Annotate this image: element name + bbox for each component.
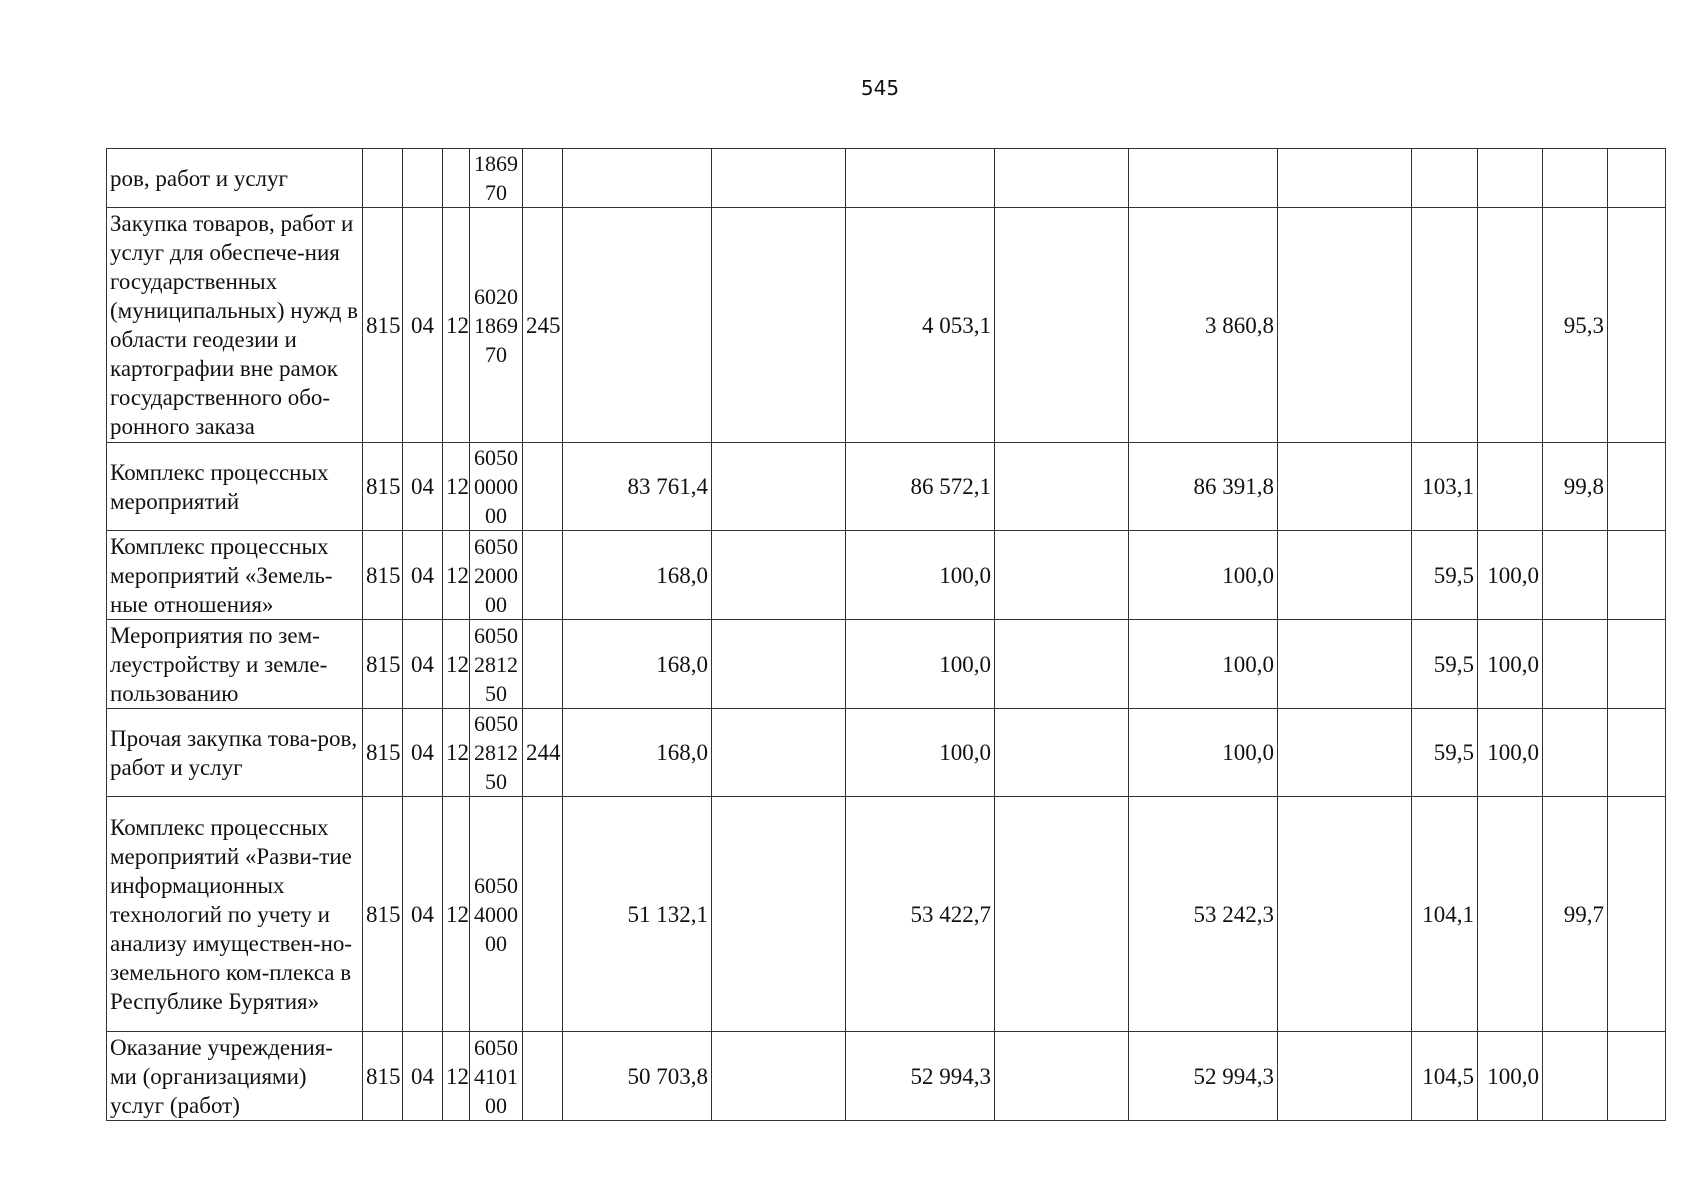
- target-article-part: 6050: [474, 872, 518, 898]
- grbs-code: [363, 149, 403, 208]
- target-article-code: [470, 797, 523, 1032]
- target-article-code: [470, 709, 523, 797]
- expense-type-code: 245: [523, 208, 563, 443]
- value-v2: [712, 208, 846, 443]
- value-v9: 99,7: [1543, 797, 1608, 1032]
- value-v2: [712, 620, 846, 709]
- value-v4: [995, 709, 1129, 797]
- value-v7: 59,5: [1412, 709, 1478, 797]
- value-v1: 83 761,4: [563, 443, 712, 531]
- target-article-part: 6050: [474, 533, 518, 559]
- subsection-code: 12: [443, 709, 470, 797]
- value-v4: [995, 531, 1129, 620]
- value-extra: [1608, 797, 1666, 1032]
- section-code: 04: [403, 797, 443, 1032]
- target-article-part: 70: [485, 180, 507, 205]
- target-article-part: 6050: [474, 622, 518, 648]
- value-v1: 168,0: [563, 620, 712, 709]
- table-row: [107, 709, 1666, 797]
- target-article-part: 6050: [474, 1034, 518, 1060]
- value-v4: [995, 149, 1129, 208]
- table-row: [107, 443, 1666, 531]
- subsection-code: 12: [443, 531, 470, 620]
- value-v5: 100,0: [1129, 531, 1278, 620]
- grbs-code: 815: [363, 531, 403, 620]
- grbs-code: 815: [363, 709, 403, 797]
- row-name: Мероприятия по зем-леустройству и земле-пользованию: [107, 620, 363, 709]
- value-extra: [1608, 149, 1666, 208]
- value-v9: [1543, 620, 1608, 709]
- target-article-part: 1869: [474, 151, 518, 176]
- target-article-part: 2812: [474, 651, 518, 677]
- value-extra: [1608, 531, 1666, 620]
- grbs-code: 815: [363, 443, 403, 531]
- table-row: [107, 208, 1666, 443]
- value-v4: [995, 797, 1129, 1032]
- value-v3: 100,0: [846, 531, 995, 620]
- value-v6: [1278, 149, 1412, 208]
- target-article-code: [470, 208, 523, 443]
- value-v1: 50 703,8: [563, 1032, 712, 1121]
- value-v8: [1478, 149, 1543, 208]
- value-v5: 86 391,8: [1129, 443, 1278, 531]
- expense-type-code: [523, 531, 563, 620]
- section-code: 04: [403, 531, 443, 620]
- section-code: 04: [403, 208, 443, 443]
- value-v1: 51 132,1: [563, 797, 712, 1032]
- value-v4: [995, 443, 1129, 531]
- value-v8: 100,0: [1478, 1032, 1543, 1121]
- table-body: [107, 149, 1666, 1121]
- value-v8: 100,0: [1478, 531, 1543, 620]
- target-article-part: 00: [485, 591, 507, 617]
- target-article-code: [470, 443, 523, 531]
- row-name: Комплекс процессных мероприятий «Земель-ные отношения»: [107, 531, 363, 620]
- value-extra: [1608, 443, 1666, 531]
- value-v1: 168,0: [563, 531, 712, 620]
- row-name: Комплекс процессных мероприятий: [107, 443, 363, 531]
- value-v7: 59,5: [1412, 620, 1478, 709]
- expense-type-code: 244: [523, 709, 563, 797]
- row-name: Комплекс процессных мероприятий «Разви-тие информационных технологий по учету и анализу имуществен-но-земельного ком-плекса в Республике Бурятия»: [107, 797, 363, 1032]
- grbs-code: 815: [363, 797, 403, 1032]
- value-v4: [995, 620, 1129, 709]
- subsection-code: 12: [443, 620, 470, 709]
- value-v9: [1543, 149, 1608, 208]
- value-v6: [1278, 531, 1412, 620]
- value-v8: 100,0: [1478, 709, 1543, 797]
- row-name: Прочая закупка това-ров, работ и услуг: [107, 709, 363, 797]
- value-v3: 53 422,7: [846, 797, 995, 1032]
- value-v5: 53 242,3: [1129, 797, 1278, 1032]
- subsection-code: 12: [443, 443, 470, 531]
- value-v1: [563, 149, 712, 208]
- table-row: [107, 797, 1666, 1032]
- value-v6: [1278, 208, 1412, 443]
- value-v9: [1543, 531, 1608, 620]
- row-name: ров, работ и услуг: [107, 149, 363, 208]
- value-v2: [712, 531, 846, 620]
- expense-type-code: [523, 443, 563, 531]
- value-extra: [1608, 208, 1666, 443]
- value-v3: 100,0: [846, 709, 995, 797]
- value-v6: [1278, 443, 1412, 531]
- table-row: [107, 149, 1666, 208]
- value-v3: 100,0: [846, 620, 995, 709]
- subsection-code: 12: [443, 1032, 470, 1121]
- subsection-code: [443, 149, 470, 208]
- value-v3: [846, 149, 995, 208]
- row-name: Закупка товаров, работ и услуг для обеспече-ния государственных (муниципальных) нужд в области геодезии и картографии вне рамок государственного обо-ронного заказа: [107, 208, 363, 443]
- value-v5: 52 994,3: [1129, 1032, 1278, 1121]
- value-v1: 168,0: [563, 709, 712, 797]
- value-v5: 3 860,8: [1129, 208, 1278, 443]
- budget-table: [106, 148, 1666, 1121]
- value-v7: [1412, 149, 1478, 208]
- expense-type-code: [523, 620, 563, 709]
- value-v4: [995, 1032, 1129, 1121]
- value-extra: [1608, 620, 1666, 709]
- value-v2: [712, 709, 846, 797]
- value-v2: [712, 149, 846, 208]
- target-article-part: 1869: [474, 312, 518, 338]
- value-v6: [1278, 797, 1412, 1032]
- value-v4: [995, 208, 1129, 443]
- target-article-code: [470, 620, 523, 709]
- table-row: [107, 620, 1666, 709]
- target-article-code: [470, 1032, 523, 1121]
- expense-type-code: [523, 1032, 563, 1121]
- value-v8: [1478, 208, 1543, 443]
- target-article-part: 2000: [474, 562, 518, 588]
- value-v6: [1278, 1032, 1412, 1121]
- section-code: 04: [403, 1032, 443, 1121]
- target-article-part: 2812: [474, 740, 518, 765]
- value-v3: 86 572,1: [846, 443, 995, 531]
- value-v6: [1278, 709, 1412, 797]
- value-v8: [1478, 443, 1543, 531]
- target-article-part: 6050: [474, 445, 518, 470]
- target-article-part: 6050: [474, 711, 518, 736]
- value-v7: 103,1: [1412, 443, 1478, 531]
- value-v8: 100,0: [1478, 620, 1543, 709]
- section-code: 04: [403, 443, 443, 531]
- target-article-part: 4101: [474, 1063, 518, 1089]
- value-v5: 100,0: [1129, 709, 1278, 797]
- grbs-code: 815: [363, 208, 403, 443]
- table-row: [107, 1032, 1666, 1121]
- value-v9: [1543, 709, 1608, 797]
- value-v7: 104,5: [1412, 1032, 1478, 1121]
- value-v5: [1129, 149, 1278, 208]
- value-extra: [1608, 709, 1666, 797]
- value-v3: 4 053,1: [846, 208, 995, 443]
- value-v7: 59,5: [1412, 531, 1478, 620]
- section-code: [403, 149, 443, 208]
- value-v2: [712, 443, 846, 531]
- target-article-part: 4000: [474, 901, 518, 927]
- value-v2: [712, 1032, 846, 1121]
- row-name: Оказание учреждения-ми (организациями) услуг (работ): [107, 1032, 363, 1121]
- section-code: 04: [403, 709, 443, 797]
- target-article-part: 00: [485, 1092, 507, 1118]
- grbs-code: 815: [363, 1032, 403, 1121]
- target-article-part: 00: [485, 503, 507, 528]
- target-article-part: 50: [485, 680, 507, 706]
- target-article-part: 50: [485, 769, 507, 794]
- value-v1: [563, 208, 712, 443]
- grbs-code: 815: [363, 620, 403, 709]
- value-extra: [1608, 1032, 1666, 1121]
- value-v3: 52 994,3: [846, 1032, 995, 1121]
- target-article-code: [470, 149, 523, 208]
- value-v2: [712, 797, 846, 1032]
- section-code: 04: [403, 620, 443, 709]
- value-v5: 100,0: [1129, 620, 1278, 709]
- value-v7: 104,1: [1412, 797, 1478, 1032]
- value-v9: 99,8: [1543, 443, 1608, 531]
- table-row: [107, 531, 1666, 620]
- value-v7: [1412, 208, 1478, 443]
- value-v9: 95,3: [1543, 208, 1608, 443]
- value-v8: [1478, 797, 1543, 1032]
- target-article-code: [470, 531, 523, 620]
- expense-type-code: [523, 149, 563, 208]
- subsection-code: 12: [443, 208, 470, 443]
- target-article-part: 70: [485, 341, 507, 367]
- subsection-code: 12: [443, 797, 470, 1032]
- target-article-part: 00: [485, 930, 507, 956]
- value-v6: [1278, 620, 1412, 709]
- page-number: 545: [860, 76, 900, 100]
- target-article-part: 6020: [474, 283, 518, 309]
- expense-type-code: [523, 797, 563, 1032]
- target-article-part: 0000: [474, 474, 518, 499]
- value-v9: [1543, 1032, 1608, 1121]
